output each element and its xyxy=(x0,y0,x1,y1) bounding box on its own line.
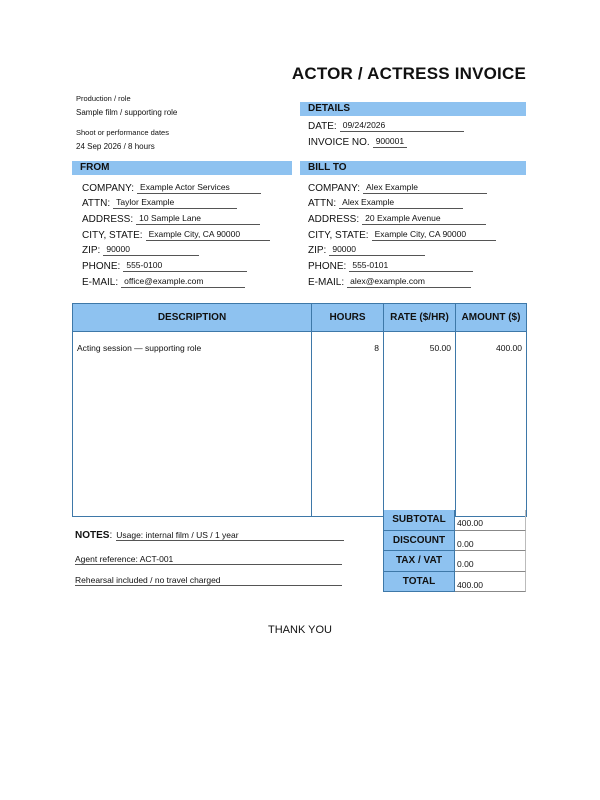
table-empty-space xyxy=(73,353,527,517)
from-block xyxy=(82,178,270,288)
bill-email-field[interactable]: alex@example.com xyxy=(347,276,471,288)
bill-address-field[interactable]: 20 Example Avenue xyxy=(362,213,486,225)
tax-row xyxy=(383,551,526,572)
subtotal-value[interactable]: 400.00 xyxy=(455,510,526,531)
details-heading: DETAILS xyxy=(300,102,526,116)
bill-city-label: CITY, STATE: xyxy=(308,229,369,241)
bill-company-field[interactable]: Alex Example xyxy=(363,182,487,194)
notes-line-2[interactable]: Agent reference: ACT-001 xyxy=(75,554,342,565)
from-company-field[interactable]: Example Actor Services xyxy=(137,182,261,194)
notes-label: NOTES xyxy=(75,530,110,541)
from-phone-row xyxy=(82,256,270,272)
bill-attn-label: ATTN: xyxy=(308,198,337,210)
bill-company-row xyxy=(308,178,496,194)
from-email-field[interactable]: office@example.com xyxy=(121,276,245,288)
from-company-label: COMPANY: xyxy=(82,182,135,194)
from-email-row xyxy=(82,272,270,288)
from-zip-row xyxy=(82,241,270,257)
from-zip-field[interactable]: 90000 xyxy=(103,244,199,256)
row-description[interactable]: Acting session — supporting role xyxy=(73,332,312,354)
bill-attn-row xyxy=(308,194,496,210)
bill-phone-label: PHONE: xyxy=(308,261,347,273)
row-hours[interactable]: 8 xyxy=(312,332,384,354)
from-city-label: CITY, STATE: xyxy=(82,229,143,241)
bill-zip-field[interactable]: 90000 xyxy=(329,244,425,256)
bill-zip-label: ZIP: xyxy=(308,245,327,257)
bill-zip-row xyxy=(308,241,496,257)
bill-email-label: E-MAIL: xyxy=(308,276,345,288)
from-attn-field[interactable]: Taylor Example xyxy=(113,197,237,209)
thank-you-text: THANK YOU xyxy=(268,624,332,636)
from-attn-label: ATTN: xyxy=(82,198,111,210)
from-phone-field[interactable]: 555-0100 xyxy=(123,260,247,272)
table-header-row xyxy=(73,304,527,332)
bill-company-label: COMPANY: xyxy=(308,182,361,194)
col-hours-header: HOURS xyxy=(312,304,384,332)
col-description-header: DESCRIPTION xyxy=(73,304,312,332)
from-city-row xyxy=(82,225,270,241)
subtotal-row xyxy=(383,510,526,531)
invoice-title: ACTOR / ACTRESS INVOICE xyxy=(291,64,526,83)
date-field[interactable]: 09/24/2026 xyxy=(340,120,464,132)
totals-block xyxy=(383,510,526,592)
bill-address-label: ADDRESS: xyxy=(308,214,360,226)
col-rate-header: RATE ($/HR) xyxy=(384,304,456,332)
notes-line-1[interactable]: Usage: internal film / US / 1 year xyxy=(116,530,344,541)
discount-label: DISCOUNT xyxy=(383,531,455,552)
bill-phone-row xyxy=(308,256,496,272)
from-address-label: ADDRESS: xyxy=(82,214,134,226)
col-amount-header: AMOUNT ($) xyxy=(456,304,527,332)
table-row xyxy=(73,332,527,354)
notes-row: NOTES : Usage: internal film / US / 1 year xyxy=(75,530,344,541)
invoice-no-row xyxy=(308,136,407,148)
total-label: TOTAL xyxy=(383,572,455,593)
total-row xyxy=(383,572,526,593)
bill-address-row xyxy=(308,209,496,225)
discount-value[interactable]: 0.00 xyxy=(455,531,526,552)
line-items-table xyxy=(72,303,527,517)
from-address-field[interactable]: 10 Sample Lane xyxy=(136,213,260,225)
dates-label: Shoot or performance dates xyxy=(76,128,169,137)
total-value[interactable]: 400.00 xyxy=(455,572,526,593)
bill-phone-field[interactable]: 555-0101 xyxy=(349,260,473,272)
bill-city-field[interactable]: Example City, CA 90000 xyxy=(372,229,496,241)
date-label: DATE: xyxy=(308,121,337,132)
from-attn-row xyxy=(82,194,270,210)
from-email-label: E-MAIL: xyxy=(82,276,119,288)
row-amount[interactable]: 400.00 xyxy=(456,332,527,354)
bill-to-heading: BILL TO xyxy=(300,161,526,175)
dates-value: 24 Sep 2026 / 8 hours xyxy=(76,142,155,151)
row-rate[interactable]: 50.00 xyxy=(384,332,456,354)
notes-line-3[interactable]: Rehearsal included / no travel charged xyxy=(75,575,342,586)
from-address-row xyxy=(82,209,270,225)
from-company-row xyxy=(82,178,270,194)
date-row xyxy=(308,120,464,132)
invoice-no-field[interactable]: 900001 xyxy=(373,136,407,148)
tax-label: TAX / VAT xyxy=(383,551,455,572)
discount-row xyxy=(383,531,526,552)
from-phone-label: PHONE: xyxy=(82,261,121,273)
from-zip-label: ZIP: xyxy=(82,245,101,257)
bill-email-row xyxy=(308,272,496,288)
from-heading: FROM xyxy=(72,161,292,175)
subtotal-label: SUBTOTAL xyxy=(383,510,455,531)
bill-to-block xyxy=(308,178,496,288)
from-city-field[interactable]: Example City, CA 90000 xyxy=(146,229,270,241)
production-role-value: Sample film / supporting role xyxy=(76,108,178,117)
invoice-no-label: INVOICE NO. xyxy=(308,137,370,148)
production-role-label: Production / role xyxy=(76,94,131,103)
tax-value[interactable]: 0.00 xyxy=(455,551,526,572)
bill-attn-field[interactable]: Alex Example xyxy=(339,197,463,209)
bill-city-row xyxy=(308,225,496,241)
